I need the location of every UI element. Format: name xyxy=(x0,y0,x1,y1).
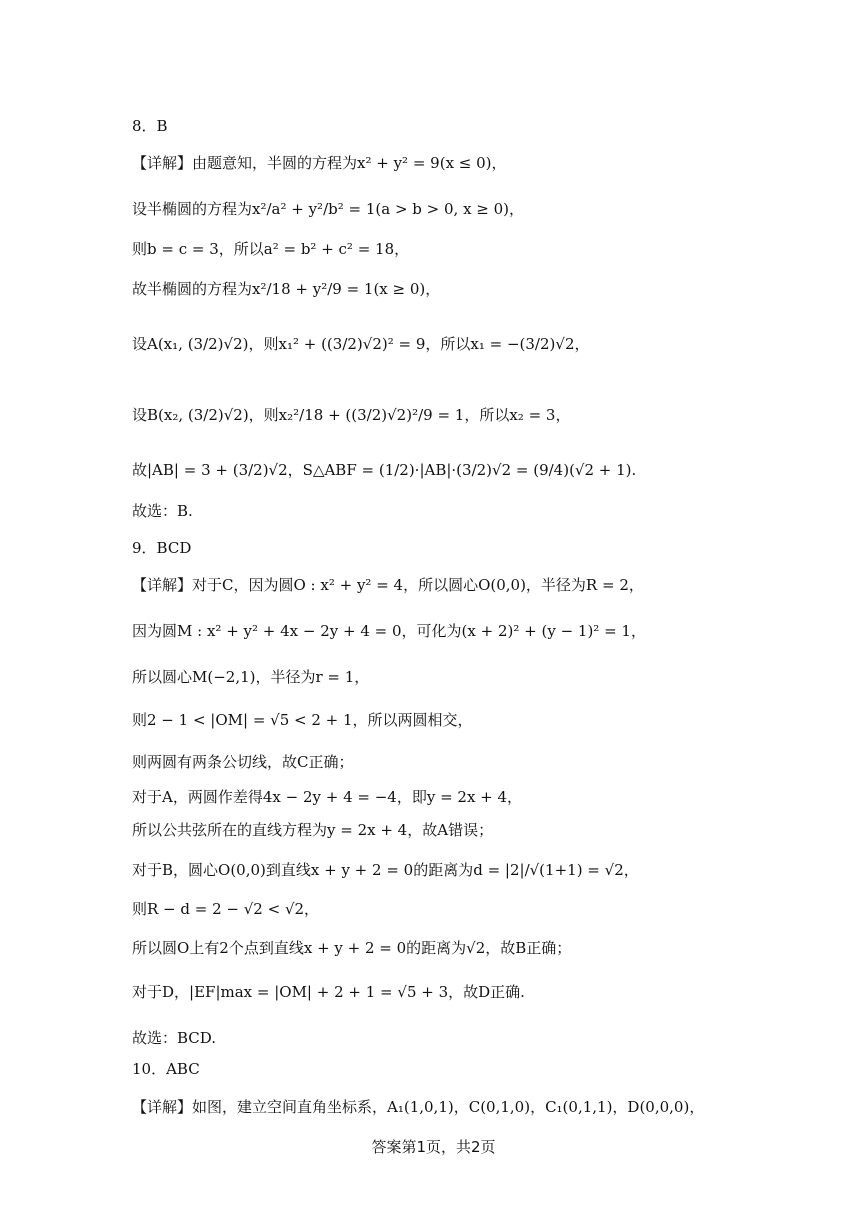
page-footer: 答案第1页，共2页 xyxy=(371,1138,496,1156)
question-9-answer: 9．BCD xyxy=(132,539,192,557)
text-line: 则两圆有两条公切线，故C正确； xyxy=(132,753,354,771)
text-line: 故|AB| = 3 + (3/2)√2，S△ABF = (1/2)·|AB|·(3/2)√2 = (9/4)(√2 + 1). xyxy=(132,461,637,479)
text-line: 故选：B. xyxy=(132,502,193,520)
text-line: 所以圆心M(−2,1)，半径为r = 1， xyxy=(132,668,370,686)
text-line: 【详解】对于C，因为圆O : x² + y² = 4，所以圆心O(0,0)，半径为R = 2， xyxy=(132,576,644,594)
text-line: 所以圆O上有2个点到直线x + y + 2 = 0的距离为√2，故B正确； xyxy=(132,939,572,957)
text-line: 设半椭圆的方程为x²/a² + y²/b² = 1(a > b > 0, x ≥ 0)， xyxy=(132,200,525,218)
text-line: 【详解】如图，建立空间直角坐标系，A₁(1,0,1)，C(0,1,0)，C₁(0,1,1)，D(0,0,0)， xyxy=(132,1098,705,1116)
text-line: 所以公共弦所在的直线方程为y = 2x + 4，故A错误； xyxy=(132,821,494,839)
text-line: 故半椭圆的方程为x²/18 + y²/9 = 1(x ≥ 0)， xyxy=(132,280,441,298)
text-line: 则2 − 1 < |OM| = √5 < 2 + 1，所以两圆相交， xyxy=(132,711,473,729)
text-line: 设B(x₂, (3/2)√2)，则x₂²/18 + ((3/2)√2)²/9 = 1，所以x₂ = 3， xyxy=(132,406,571,424)
text-line: 故选：BCD. xyxy=(132,1029,217,1047)
question-8-answer: 8．B xyxy=(132,117,168,135)
question-10-answer: 10．ABC xyxy=(132,1060,200,1078)
text-line: 设A(x₁, (3/2)√2)，则x₁² + ((3/2)√2)² = 9，所以x₁ = −(3/2)√2， xyxy=(132,335,590,353)
text-line: 对于D，|EF|max = |OM| + 2 + 1 = √5 + 3，故D正确. xyxy=(132,983,525,1001)
text-line: 对于A，两圆作差得4x − 2y + 4 = −4，即y = 2x + 4， xyxy=(132,788,523,806)
text-line: 则R − d = 2 − √2 < √2， xyxy=(132,900,320,918)
text-line: 则b = c = 3，所以a² = b² + c² = 18， xyxy=(132,240,410,258)
text-line: 【详解】由题意知，半圆的方程为x² + y² = 9(x ≤ 0)， xyxy=(132,154,507,172)
text-line: 因为圆M : x² + y² + 4x − 2y + 4 = 0，可化为(x + 2)² + (y − 1)² = 1， xyxy=(132,622,646,640)
text-line: 对于B，圆心O(0,0)到直线x + y + 2 = 0的距离为d = |2|/√(1+1) = √2， xyxy=(132,861,639,879)
